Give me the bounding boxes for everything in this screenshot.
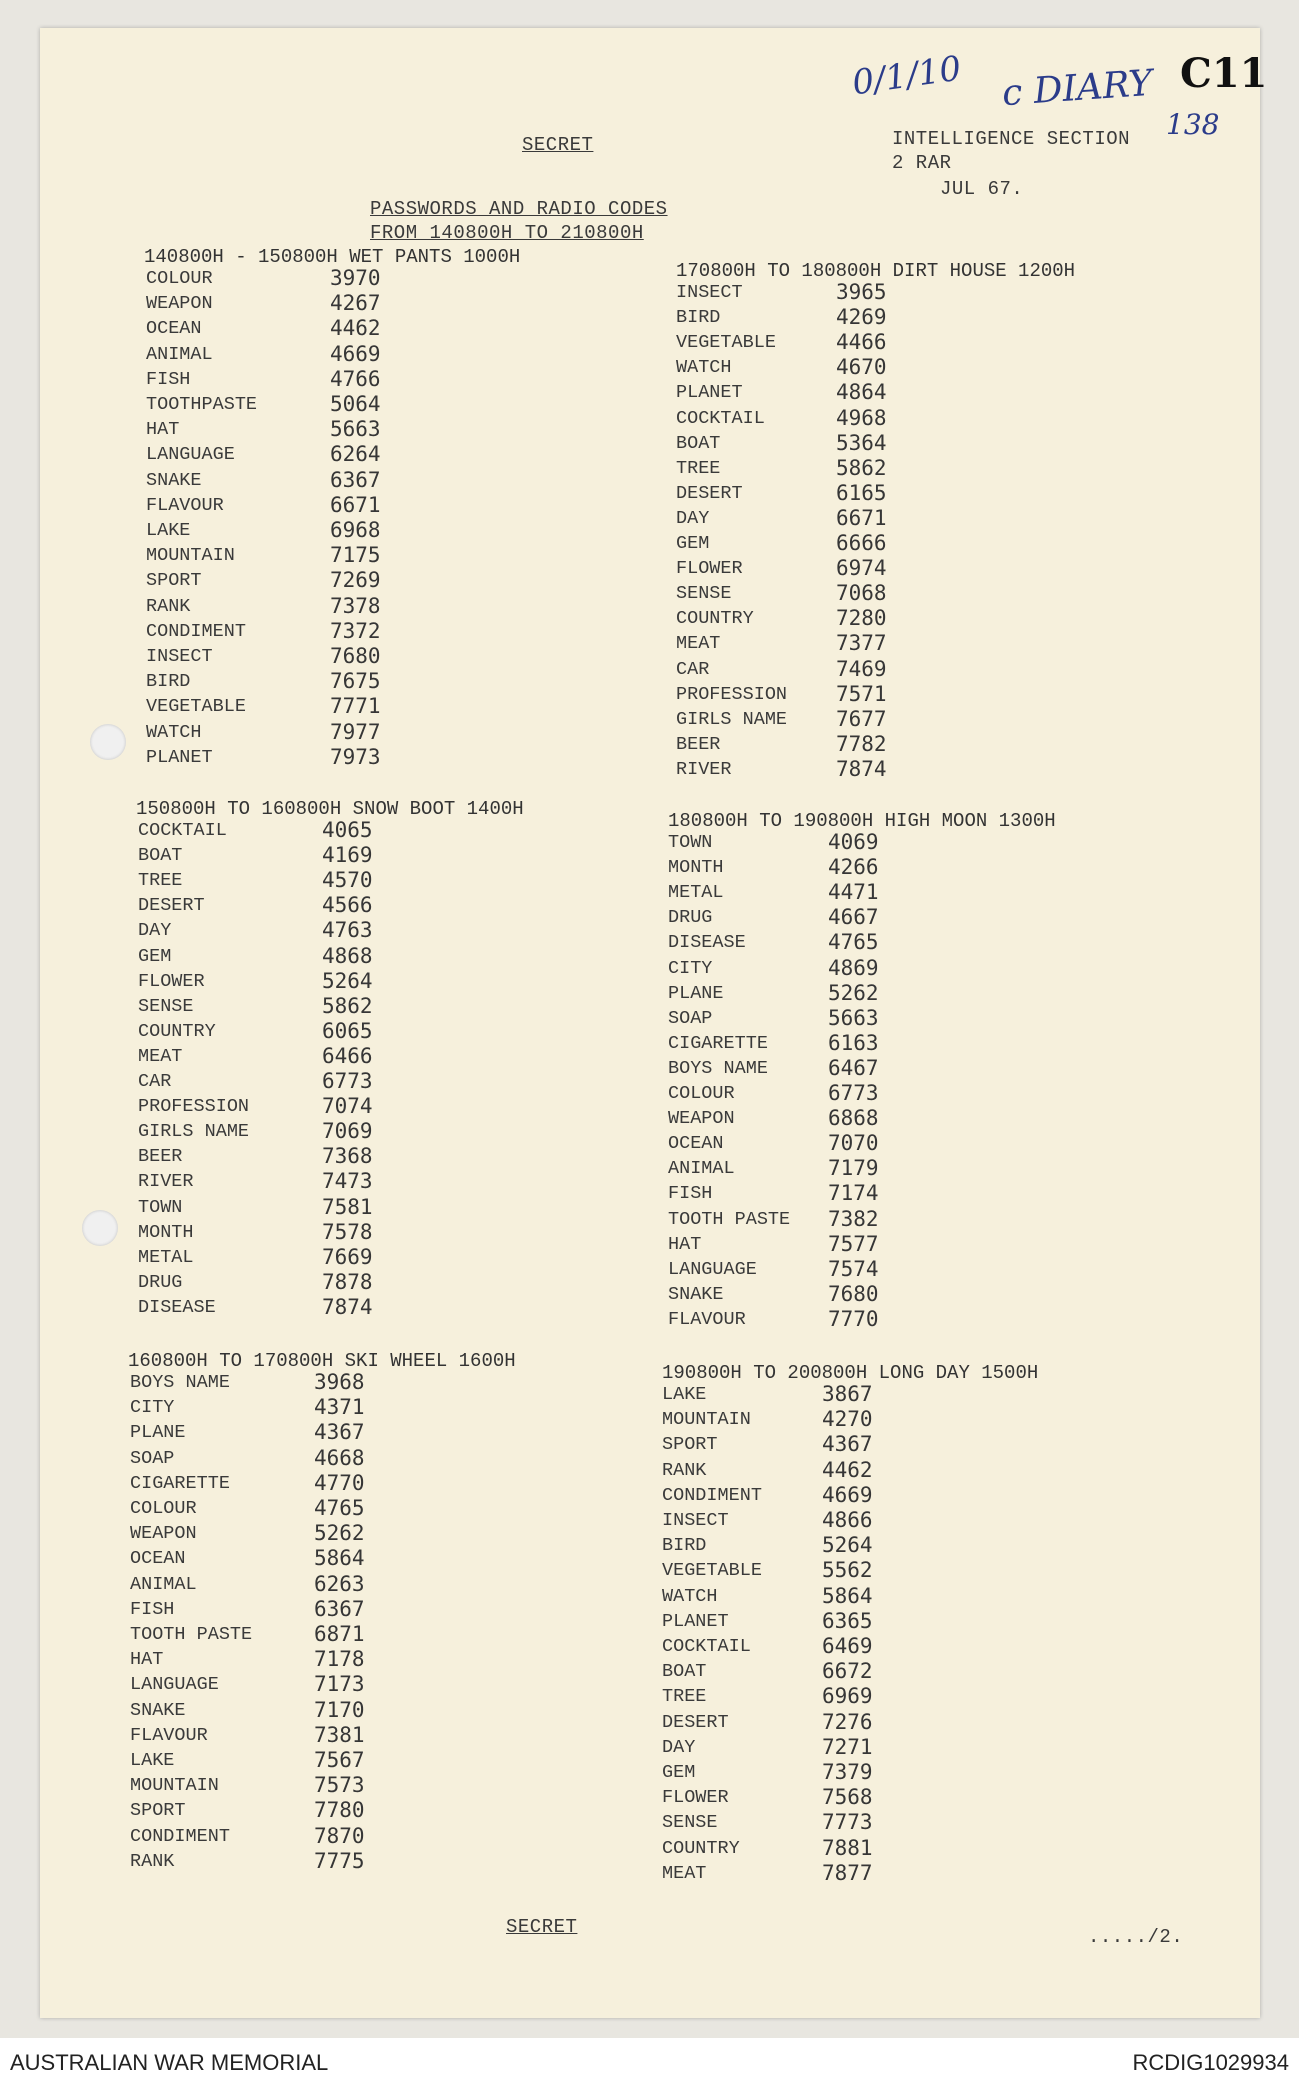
code-number: 4266 xyxy=(828,855,879,880)
code-number: 7680 xyxy=(828,1281,879,1306)
section-wet-pants xyxy=(144,246,564,786)
code-number: 5862 xyxy=(836,455,887,480)
code-number: 7877 xyxy=(822,1860,873,1885)
code-word: MOUNTAIN xyxy=(130,1775,219,1797)
code-number: 4462 xyxy=(822,1457,873,1482)
code-word: SNAKE xyxy=(130,1699,186,1721)
section-heading: 140800H - 150800H WET PANTS 1000H xyxy=(144,246,521,268)
code-number: 6974 xyxy=(836,556,887,581)
code-number: 4267 xyxy=(330,291,381,316)
code-word: CONDIMENT xyxy=(130,1825,230,1847)
code-number: 4466 xyxy=(836,330,887,355)
code-word: WEAPON xyxy=(668,1108,735,1130)
code-number: 3965 xyxy=(836,280,887,304)
code-word: PLANET xyxy=(676,382,743,404)
unit-line-2: 2 RAR xyxy=(892,152,952,174)
code-number: 7567 xyxy=(314,1748,365,1772)
code-word: MEAT xyxy=(138,1045,183,1067)
code-word: HAT xyxy=(146,419,180,441)
code-word: BOAT xyxy=(138,845,183,867)
section-snow-boot xyxy=(136,798,576,1338)
code-word: INSECT xyxy=(676,282,743,303)
code-word: CONDIMENT xyxy=(146,620,246,642)
code-word: LANGUAGE xyxy=(130,1674,219,1696)
code-number: 4869 xyxy=(828,955,879,980)
code-number: 6671 xyxy=(836,505,887,530)
code-number: 6165 xyxy=(836,480,887,505)
code-word: BOAT xyxy=(676,432,721,454)
handwritten-c11: C11 xyxy=(1180,50,1268,97)
code-word: BEER xyxy=(138,1146,183,1168)
code-word: FLOWER xyxy=(676,558,743,580)
code-number: 5364 xyxy=(836,430,887,455)
code-number: 3867 xyxy=(822,1382,873,1406)
punch-hole-upper xyxy=(90,724,126,760)
code-word: BOYS NAME xyxy=(668,1057,768,1079)
code-word: COCKTAIL xyxy=(662,1636,751,1657)
code-word: GIRLS NAME xyxy=(138,1121,250,1143)
code-number: 5864 xyxy=(822,1583,873,1608)
code-word: BOYS NAME xyxy=(130,1372,230,1393)
code-word: COLOUR xyxy=(668,1083,735,1104)
code-number: 4864 xyxy=(836,380,887,405)
code-number: 4371 xyxy=(314,1395,365,1420)
code-word: SPORT xyxy=(130,1800,186,1822)
section-heading: 160800H TO 170800H SKI WHEEL 1600H xyxy=(128,1350,516,1372)
code-number: 5862 xyxy=(322,993,373,1018)
section-heading: 190800H TO 200800H LONG DAY 1500H xyxy=(662,1362,1039,1384)
code-number: 6868 xyxy=(828,1106,879,1131)
code-word: COCKTAIL xyxy=(138,820,227,841)
code-word: RIVER xyxy=(138,1171,194,1193)
code-word: TOOTH PASTE xyxy=(668,1208,791,1230)
code-word: INSECT xyxy=(146,646,213,667)
code-word: CONDIMENT xyxy=(662,1484,762,1506)
code-number: 7782 xyxy=(836,731,887,756)
code-number: 6466 xyxy=(322,1043,373,1068)
code-word: WEAPON xyxy=(130,1523,197,1545)
code-number: 5262 xyxy=(828,980,879,1005)
code-word: GEM xyxy=(662,1762,696,1783)
code-word: TOWN xyxy=(668,832,713,853)
code-word: COCKTAIL xyxy=(676,407,765,429)
code-number: 6672 xyxy=(822,1659,873,1684)
code-word: CAR xyxy=(138,1071,172,1092)
code-number: 4065 xyxy=(322,818,373,842)
code-number: 7368 xyxy=(322,1144,373,1169)
code-number: 4866 xyxy=(822,1508,873,1532)
code-number: 4367 xyxy=(314,1420,365,1445)
code-word: METAL xyxy=(668,882,724,904)
code-word: MOUNTAIN xyxy=(146,545,235,567)
code-number: 6367 xyxy=(330,467,381,492)
section-heading: 150800H TO 160800H SNOW BOOT 1400H xyxy=(136,798,524,820)
code-number: 7878 xyxy=(322,1269,373,1294)
code-word: DISEASE xyxy=(668,932,746,954)
code-word: DESERT xyxy=(676,482,743,504)
code-word: SOAP xyxy=(130,1447,175,1469)
code-word: GEM xyxy=(138,945,172,967)
code-number: 4270 xyxy=(822,1407,873,1432)
code-word: FLOWER xyxy=(138,970,205,992)
code-number: 7573 xyxy=(314,1773,365,1798)
code-word: LANGUAGE xyxy=(668,1258,757,1280)
code-number: 7770 xyxy=(828,1306,879,1331)
code-number: 7775 xyxy=(314,1848,365,1873)
code-word: MONTH xyxy=(138,1221,194,1243)
code-word: WATCH xyxy=(662,1585,718,1607)
code-word: DAY xyxy=(662,1736,696,1758)
code-word: VEGETABLE xyxy=(146,696,246,718)
code-number: 5562 xyxy=(822,1558,873,1583)
code-number: 4566 xyxy=(322,893,373,918)
code-word: OCEAN xyxy=(668,1133,724,1155)
code-number: 6264 xyxy=(330,442,381,467)
code-number: 7977 xyxy=(330,719,381,744)
code-number: 7773 xyxy=(822,1810,873,1835)
code-number: 7680 xyxy=(330,644,381,668)
code-number: 7771 xyxy=(330,694,381,719)
code-word: PLANE xyxy=(130,1422,186,1444)
code-number: 6773 xyxy=(828,1081,879,1105)
code-word: FLAVOUR xyxy=(146,494,224,516)
code-number: 7469 xyxy=(836,656,887,681)
code-word: LAKE xyxy=(146,520,191,541)
code-number: 4669 xyxy=(330,341,381,366)
code-word: TOWN xyxy=(138,1196,183,1218)
code-word: PLANE xyxy=(668,982,724,1004)
code-word: HAT xyxy=(130,1649,164,1671)
code-number: 7669 xyxy=(322,1244,373,1269)
code-word: SENSE xyxy=(138,995,194,1017)
code-word: FISH xyxy=(146,368,191,390)
code-number: 7378 xyxy=(330,593,381,618)
code-word: BOAT xyxy=(662,1661,707,1683)
code-number: 5663 xyxy=(828,1005,879,1030)
code-word: DAY xyxy=(138,920,172,942)
code-word: GIRLS NAME xyxy=(676,708,788,730)
code-word: PROFESSION xyxy=(676,683,788,705)
archive-name: AUSTRALIAN WAR MEMORIAL xyxy=(10,2050,329,2075)
code-number: 4766 xyxy=(330,366,381,391)
code-word: CAR xyxy=(676,658,710,680)
code-number: 7372 xyxy=(330,618,381,643)
code-word: DESERT xyxy=(662,1711,729,1733)
section-ski-wheel xyxy=(128,1350,568,1890)
code-number: 4667 xyxy=(828,905,879,930)
code-number: 4765 xyxy=(828,930,879,955)
code-number: 7578 xyxy=(322,1219,373,1244)
code-number: 7973 xyxy=(330,744,381,769)
section-heading: 170800H TO 180800H DIRT HOUSE 1200H xyxy=(676,260,1076,282)
code-word: ANIMAL xyxy=(130,1573,197,1595)
code-number: 7068 xyxy=(836,581,887,606)
code-number: 3968 xyxy=(314,1370,365,1394)
document-title-line-2: FROM 140800H TO 210800H xyxy=(370,222,644,244)
code-word: CITY xyxy=(668,957,713,979)
code-number: 5264 xyxy=(322,968,373,993)
code-word: GEM xyxy=(676,533,710,554)
code-word: COLOUR xyxy=(146,268,213,289)
section-dirt-house xyxy=(676,260,1136,800)
code-number: 5264 xyxy=(822,1533,873,1558)
continuation-marker: ...../2. xyxy=(1088,1926,1184,1948)
code-word: WATCH xyxy=(676,357,732,379)
code-number: 6969 xyxy=(822,1684,873,1709)
code-number: 7178 xyxy=(314,1647,365,1672)
code-word: VEGETABLE xyxy=(676,332,776,354)
code-number: 7074 xyxy=(322,1094,373,1119)
code-number: 7780 xyxy=(314,1798,365,1823)
code-word: TOOTHPASTE xyxy=(146,394,258,415)
code-word: CITY xyxy=(130,1397,175,1419)
code-number: 7174 xyxy=(828,1181,879,1206)
code-word: OCEAN xyxy=(146,318,202,340)
code-word: PROFESSION xyxy=(138,1096,250,1118)
section-long-day xyxy=(662,1362,1122,1902)
code-word: DISEASE xyxy=(138,1296,216,1318)
code-word: WATCH xyxy=(146,721,202,743)
code-number: 7577 xyxy=(828,1231,879,1256)
code-number: 7473 xyxy=(322,1169,373,1194)
code-number: 4670 xyxy=(836,355,887,380)
code-number: 4968 xyxy=(836,405,887,430)
code-number: 4471 xyxy=(828,880,879,905)
code-word: FISH xyxy=(130,1598,175,1620)
code-number: 7271 xyxy=(822,1734,873,1759)
code-word: TREE xyxy=(676,457,721,479)
code-number: 4169 xyxy=(322,843,373,868)
code-number: 6367 xyxy=(314,1596,365,1621)
code-number: 4570 xyxy=(322,868,373,893)
handwritten-page-number: 138 xyxy=(1166,108,1220,141)
code-number: 7382 xyxy=(828,1206,879,1231)
code-word: MEAT xyxy=(676,633,721,655)
code-word: SENSE xyxy=(676,583,732,605)
code-word: SPORT xyxy=(662,1434,718,1456)
code-word: FLAVOUR xyxy=(130,1724,208,1746)
code-word: SENSE xyxy=(662,1812,718,1834)
code-number: 4765 xyxy=(314,1496,365,1520)
code-word: LAKE xyxy=(130,1750,175,1771)
code-number: 7581 xyxy=(322,1194,373,1219)
code-number: 7874 xyxy=(836,756,887,781)
code-number: 7874 xyxy=(322,1294,373,1319)
document-title-line-1: PASSWORDS AND RADIO CODES xyxy=(370,198,668,220)
code-word: DESERT xyxy=(138,895,205,917)
code-word: RANK xyxy=(130,1850,175,1872)
code-number: 6365 xyxy=(822,1608,873,1633)
code-word: OCEAN xyxy=(130,1548,186,1570)
code-word: DRUG xyxy=(138,1271,183,1293)
code-word: COUNTRY xyxy=(676,608,754,630)
code-number: 6469 xyxy=(822,1634,873,1658)
code-number: 4868 xyxy=(322,943,373,968)
classification-bottom: SECRET xyxy=(506,1916,578,1938)
code-word: CIGARETTE xyxy=(130,1472,230,1494)
handwritten-ref: 0/1/10 xyxy=(849,48,964,104)
code-word: ANIMAL xyxy=(146,343,213,365)
code-word: TOOTH PASTE xyxy=(130,1624,253,1645)
code-number: 7280 xyxy=(836,606,887,631)
code-word: RANK xyxy=(662,1459,707,1481)
code-word: SPORT xyxy=(146,570,202,592)
code-number: 4668 xyxy=(314,1445,365,1470)
code-word: MONTH xyxy=(668,857,724,879)
code-number: 7070 xyxy=(828,1131,879,1156)
code-number: 5262 xyxy=(314,1521,365,1546)
code-number: 7276 xyxy=(822,1709,873,1734)
code-word: BIRD xyxy=(662,1535,707,1557)
code-number: 4669 xyxy=(822,1482,873,1507)
code-word: FLOWER xyxy=(662,1787,729,1809)
code-number: 6671 xyxy=(330,492,381,517)
code-number: 7870 xyxy=(314,1823,365,1848)
code-number: 7069 xyxy=(322,1119,373,1144)
code-number: 4069 xyxy=(828,830,879,854)
code-number: 7675 xyxy=(330,669,381,694)
code-word: HAT xyxy=(668,1233,702,1255)
punch-hole-lower xyxy=(82,1210,118,1246)
document-page xyxy=(40,28,1268,2018)
unit-line-1: INTELLIGENCE SECTION xyxy=(892,128,1131,150)
code-word: VEGETABLE xyxy=(662,1560,762,1582)
code-number: 7568 xyxy=(822,1785,873,1810)
code-word: MOUNTAIN xyxy=(662,1409,751,1431)
code-word: CIGARETTE xyxy=(668,1032,768,1054)
code-number: 7677 xyxy=(836,706,887,731)
code-word: SOAP xyxy=(668,1007,713,1029)
code-number: 7881 xyxy=(822,1835,873,1860)
code-number: 7179 xyxy=(828,1156,879,1181)
code-number: 6263 xyxy=(314,1571,365,1596)
code-word: SNAKE xyxy=(146,469,202,491)
code-number: 6467 xyxy=(828,1055,879,1080)
code-number: 6871 xyxy=(314,1622,365,1646)
document-date: JUL 67. xyxy=(940,178,1024,200)
code-number: 7173 xyxy=(314,1672,365,1697)
code-number: 7175 xyxy=(330,543,381,568)
code-word: DAY xyxy=(676,507,710,529)
code-number: 4763 xyxy=(322,918,373,943)
code-number: 6065 xyxy=(322,1018,373,1043)
code-word: SNAKE xyxy=(668,1283,724,1305)
section-high-moon xyxy=(668,810,1128,1350)
code-word: ANIMAL xyxy=(668,1158,735,1180)
code-word: PLANET xyxy=(146,746,213,768)
code-number: 4367 xyxy=(822,1432,873,1457)
code-word: DRUG xyxy=(668,907,713,929)
code-number: 7381 xyxy=(314,1722,365,1747)
code-word: BIRD xyxy=(146,671,191,693)
code-word: FLAVOUR xyxy=(668,1308,746,1330)
code-word: MEAT xyxy=(662,1862,707,1884)
code-number: 7170 xyxy=(314,1697,365,1722)
code-number: 4462 xyxy=(330,316,381,341)
code-word: RIVER xyxy=(676,758,732,780)
code-word: PLANET xyxy=(662,1610,729,1632)
code-word: TREE xyxy=(138,870,183,892)
code-word: WEAPON xyxy=(146,293,213,315)
code-number: 7377 xyxy=(836,631,887,656)
code-number: 7269 xyxy=(330,568,381,593)
code-word: LAKE xyxy=(662,1384,707,1405)
section-heading: 180800H TO 190800H HIGH MOON 1300H xyxy=(668,810,1056,832)
code-word: INSECT xyxy=(662,1510,729,1531)
code-number: 6163 xyxy=(828,1030,879,1055)
code-word: METAL xyxy=(138,1246,194,1268)
code-number: 5663 xyxy=(330,417,381,442)
code-word: FISH xyxy=(668,1183,713,1205)
code-number: 7574 xyxy=(828,1256,879,1281)
code-number: 7571 xyxy=(836,681,887,706)
code-word: COLOUR xyxy=(130,1498,197,1519)
code-word: BEER xyxy=(676,733,721,755)
code-number: 6773 xyxy=(322,1069,373,1093)
code-word: COUNTRY xyxy=(138,1020,216,1042)
code-word: COUNTRY xyxy=(662,1837,740,1859)
code-number: 7379 xyxy=(822,1760,873,1784)
handwritten-diary: c DIARY xyxy=(1000,62,1154,115)
code-word: BIRD xyxy=(676,307,721,329)
archive-id: RCDIG1029934 xyxy=(1132,2050,1289,2075)
code-word: TREE xyxy=(662,1686,707,1708)
classification-top: SECRET xyxy=(522,134,594,156)
code-number: 5864 xyxy=(314,1546,365,1571)
code-number: 6666 xyxy=(836,531,887,555)
code-number: 4269 xyxy=(836,305,887,330)
code-number: 6968 xyxy=(330,518,381,542)
code-number: 3970 xyxy=(330,266,381,290)
code-word: LANGUAGE xyxy=(146,444,235,466)
code-word: RANK xyxy=(146,595,191,617)
code-number: 5064 xyxy=(330,392,381,416)
archive-caption-bar xyxy=(0,2038,1299,2082)
code-number: 4770 xyxy=(314,1470,365,1495)
